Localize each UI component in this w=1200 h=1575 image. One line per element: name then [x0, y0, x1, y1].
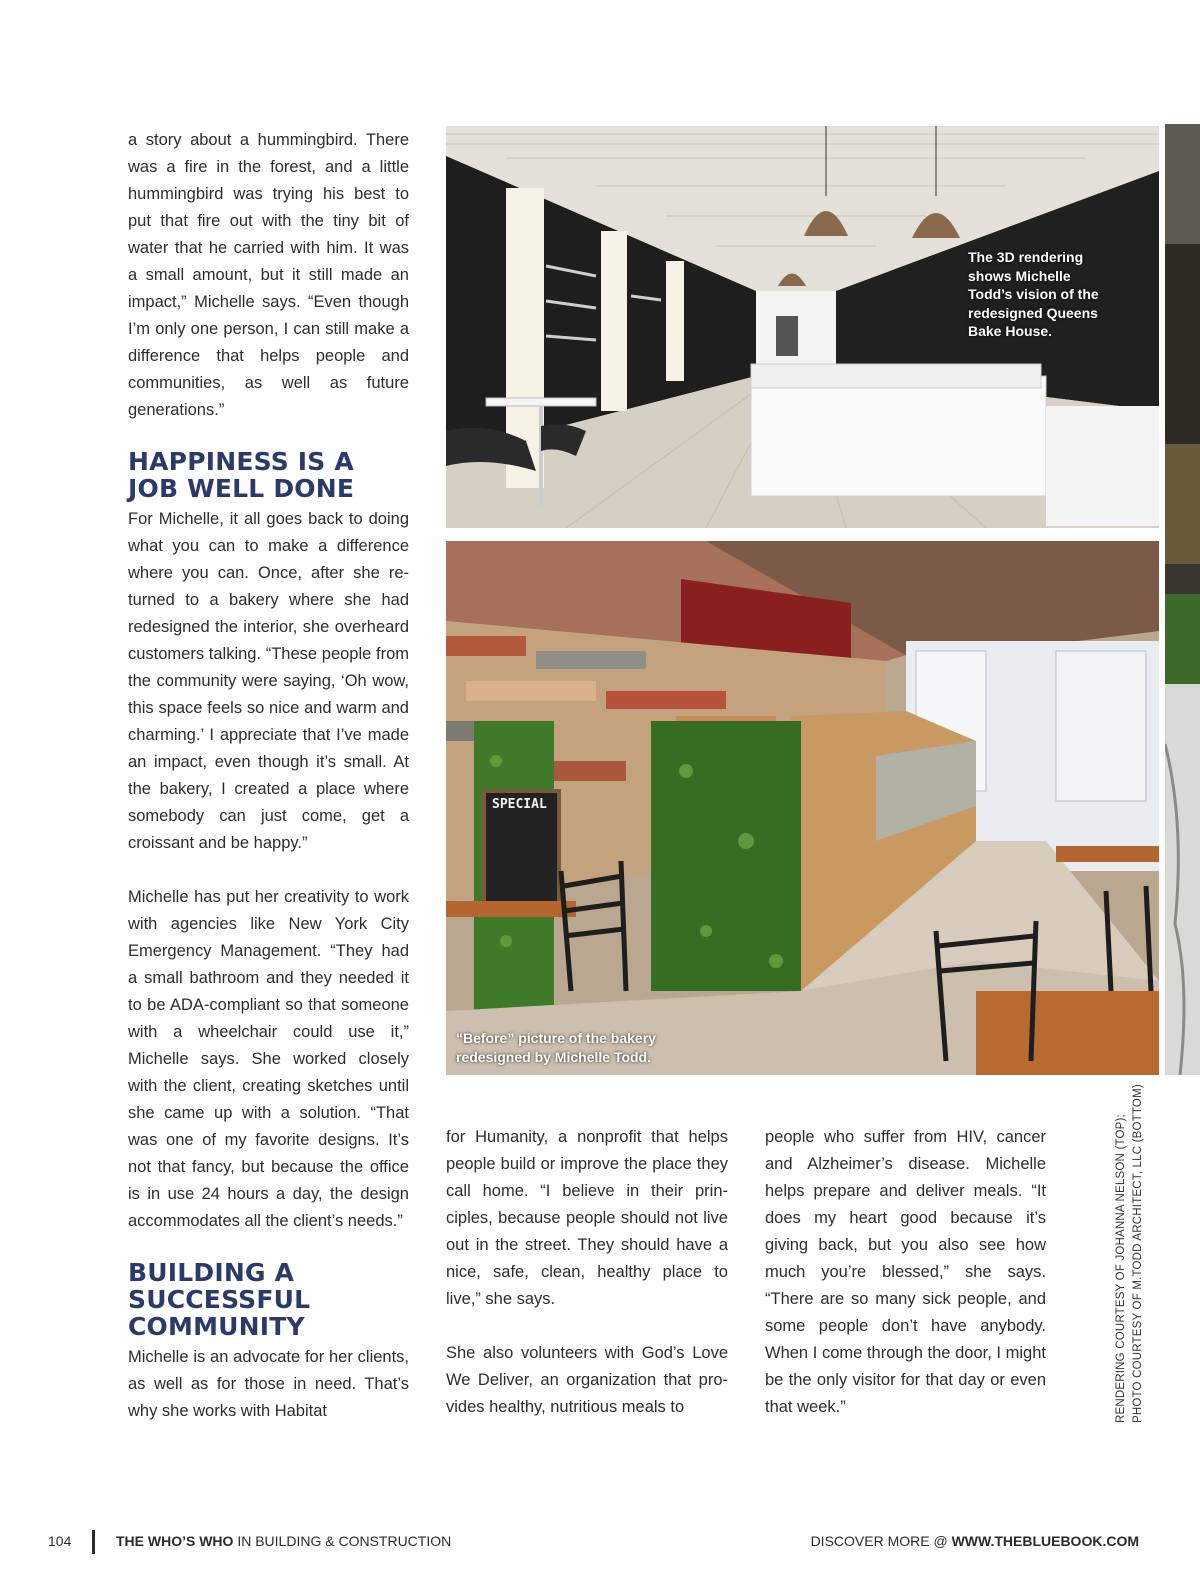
before-photo: [446, 541, 1159, 1075]
article-column-3: [765, 1124, 1046, 1421]
paragraph: Michelle is an advocate for her clients, as well as for those in need. That’s why she works with Habitat: [128, 1348, 409, 1420]
discover-link[interactable]: WWW.THEBLUEBOOK.COM: [951, 1533, 1139, 1549]
rendering-caption: The 3D rendering shows Michelle Todd’s vision of the redesigned Queens Bake House.: [968, 249, 1099, 339]
paragraph: for Humanity, a nonprofit that helps people build or improve the place they call home. “I believe in their prin-ciples, because people should not live out in the street. They should have a nice, safe, clean, healthy place to live,” she says.: [446, 1128, 728, 1308]
publication-title-rest: IN BUILDING & CONSTRUCTION: [233, 1533, 452, 1549]
rendering-photo: [446, 126, 1159, 528]
paragraph: people who suffer from HIV, cancer and Alzheimer’s disease. Michelle helps prepare and deliver meals. “It does my heart good because it’s giving back, but you also see how much you’re blessed,” she says. “There are so many sick people, and some people don’t have anybody. When I come through the door, I might be the only visitor for that day or even that week.”: [765, 1128, 1046, 1416]
paragraph: She also volunteers with God’s Love We Deliver, an organization that pro-vides healthy, nutritious meals to: [446, 1344, 728, 1416]
publication-title-bold: THE WHO’S WHO: [116, 1533, 234, 1549]
credit-line-bottom: PHOTO COURTESY OF M.TODD ARCHITECT, LLC (BOTTOM): [1132, 1084, 1144, 1423]
credit-line-top: RENDERING COURTESY OF JOHANNA NELSON (TOP);: [1115, 1114, 1127, 1423]
article-column-1: [128, 127, 409, 1425]
publication-title: [116, 1533, 451, 1549]
section-heading-happiness: HAPPINESS IS A JOB WELL DONE: [128, 447, 355, 503]
before-caption: “Before” picture of the bakery redesigned by Michelle Todd.: [456, 1030, 656, 1065]
article-column-2: [446, 1124, 728, 1421]
paragraph: a story about a hummingbird. There was a fire in the forest, and a little hummingbird was trying his best to put that fire out with the tiny bit of water that he carried with him. It was a small amount, but it still made an impact,” Michelle says. “Even though I’m only one person, I can still make a difference that helps people and communities, as well as future generations.”: [128, 131, 409, 419]
paragraph: Michelle has put her creativity to work with agencies like New York City Emergency Management. “They had a small bathroom and they needed it to be ADA-compliant so that someone with a wheelchair could use it,” Michelle says. She worked closely with the client, creating sketches until she came up with a solution. “That was one of my favorite designs. It’s not that fancy, but because the office is in use 24 hours a day, the design accommodates all the client’s needs.”: [128, 888, 409, 1230]
page-number: 104: [48, 1533, 72, 1549]
photo-credit: [1113, 1023, 1147, 1423]
discover-more: [811, 1533, 1139, 1549]
discover-prefix: DISCOVER MORE @: [810, 1533, 952, 1549]
edge-photo: [1165, 124, 1200, 1075]
footer-divider: [92, 1530, 95, 1554]
section-heading-community: BUILDING A SUCCESSFUL COMMUNITY: [128, 1258, 311, 1341]
paragraph: For Michelle, it all goes back to doing what you can to make a difference where you can. Once, after she re-turned to a bakery where she had redesigned the interior, she overheard customers talking. “These people from the community were saying, ‘Oh wow, this space feels so nice and warm and charming.’ I appreciate that I’ve made an impact, even though it’s small. At the bakery, I created a place where somebody can just come, get a croissant and be happy.”: [128, 510, 409, 852]
chalkboard-sign: SPECIAL: [492, 797, 547, 812]
